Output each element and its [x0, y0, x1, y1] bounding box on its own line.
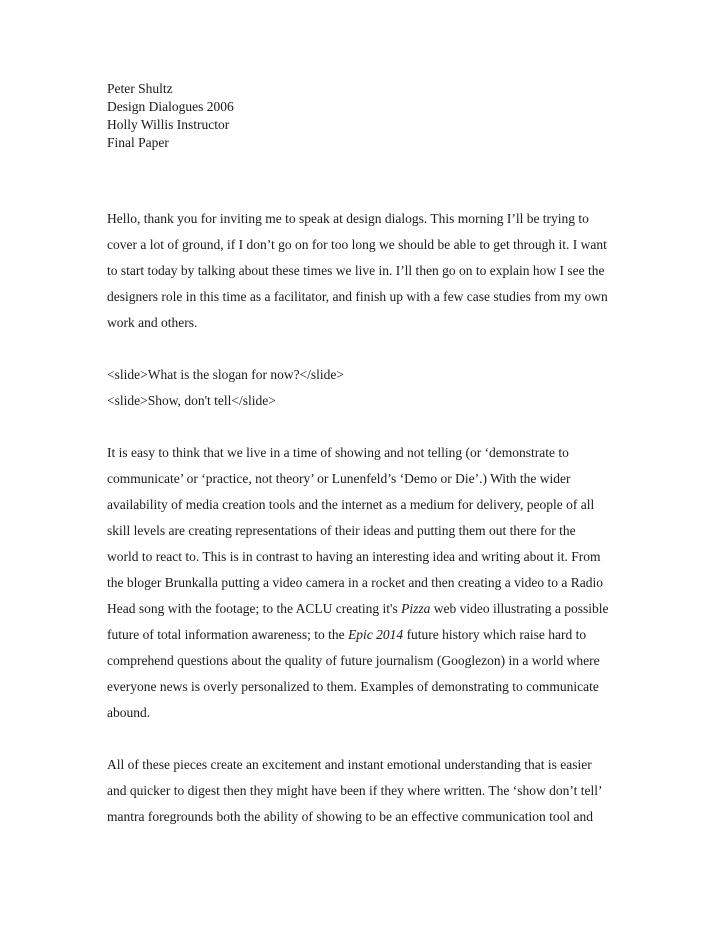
body-line: and quicker to digest then they might have been if they where written. The ‘show don’t tell’ — [107, 783, 603, 798]
slide-line: <slide>What is the slogan for now?</slide> — [107, 367, 345, 382]
document-type: Final Paper — [107, 135, 169, 150]
body-line: communicate’ or ‘practice, not theory’ or Lunenfeld’s ‘Demo or Die’.) With the wider — [107, 471, 571, 486]
body-line: It is easy to think that we live in a time of showing and not telling (or ‘demonstrate to — [107, 445, 569, 460]
instructor-name: Holly Willis Instructor — [107, 117, 230, 132]
body-line: the bloger Brunkalla putting a video camera in a rocket and then creating a video to a Radio — [107, 575, 603, 590]
body-text: web video illustrating a possible — [433, 601, 609, 616]
body-line: abound. — [107, 705, 151, 720]
paper-header — [107, 80, 234, 152]
body-line-pizza — [107, 600, 609, 618]
body-line: availability of media creation tools and the internet as a medium for delivery, people of all — [107, 497, 595, 512]
intro-line: cover a lot of ground, if I don’t go on for too long we should be able to get through it. I want — [107, 237, 607, 252]
course-name: Design Dialogues 2006 — [107, 99, 234, 114]
body-line: skill levels are creating representations of their ideas and putting them out there for the — [107, 523, 576, 538]
body-line: All of these pieces create an excitement and instant emotional understanding that is easier — [107, 757, 592, 772]
author-name: Peter Shultz — [107, 81, 173, 96]
slide-line: <slide>Show, don't tell</slide> — [107, 393, 276, 408]
body-line-epic — [107, 626, 586, 644]
body-text: future history which raise hard to — [406, 627, 587, 642]
body-text: future of total information awareness; to the — [107, 627, 345, 642]
intro-line: Hello, thank you for inviting me to speak at design dialogs. This morning I’ll be trying to — [107, 211, 589, 226]
body-text: Head song with the footage; to the ACLU creating it's — [107, 601, 398, 616]
intro-line: to start today by talking about these times we live in. I’ll then go on to explain how I see the — [107, 263, 605, 278]
epic-title: Epic 2014 — [348, 627, 404, 642]
intro-line: designers role in this time as a facilitator, and finish up with a few case studies from my own — [107, 289, 608, 304]
body-line: comprehend questions about the quality of future journalism (Googlezon) in a world where — [107, 653, 600, 668]
body-line: world to react to. This is in contrast to having an interesting idea and writing about it. From — [107, 549, 601, 564]
intro-line: work and others. — [107, 315, 198, 330]
pizza-title: Pizza — [401, 601, 431, 616]
body-line: mantra foregrounds both the ability of showing to be an effective communication tool and — [107, 809, 593, 824]
body-line: everyone news is overly personalized to them. Examples of demonstrating to communicate — [107, 679, 599, 694]
